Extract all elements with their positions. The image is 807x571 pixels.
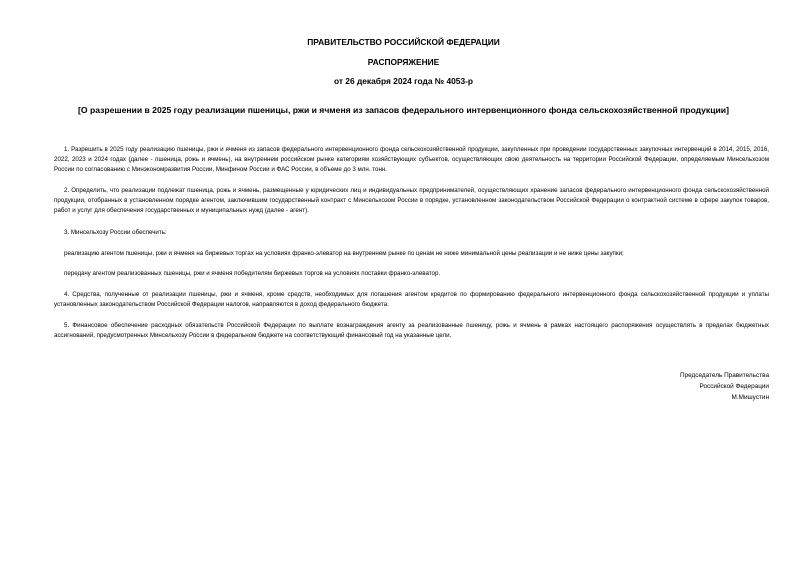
- signature-position: Председатель Правительства: [680, 372, 769, 379]
- paragraph-3-item-2: передачу агентом реализованных пшеницы, ржи и ячменя победителям биржевых торгов на условиях поставки франко-элеватор.: [64, 270, 441, 277]
- issuing-authority: ПРАВИТЕЛЬСТВО РОССИЙСКОЙ ФЕДЕРАЦИИ: [307, 37, 500, 47]
- paragraph-5: 5. Финансовое обеспечение расходных обязательств Российской Федерации по выплате вознаграждения агенту за реализованные пшеницу, рожь и ячмень в рамках настоящего распоряжения осуществлять в пределах бюджетных ассигнований, предусмотренных Минсельхозу России в федеральном бюджете на соответствующий финансовый год на указанные цели.: [54, 322, 769, 340]
- paragraph-3: 3. Минсельхозу России обеспечить:: [64, 229, 167, 236]
- document-title: [О разрешении в 2025 году реализации пшеницы, ржи и ячменя из запасов федерального интервенционного фонда сельскохозяйственной продукции]: [78, 105, 729, 115]
- paragraph-4: 4. Средства, полученные от реализации пшеницы, ржи и ячменя, кроме средств, необходимых для погашения агентом кредитов по формированию федерального интервенционного фонда сельскохозяйственной продукции и уплаты установленных законодательством Российской Федерации налогов, направляются в доход федерального бюджета.: [54, 291, 769, 309]
- paragraph-3-item-1: реализацию агентом пшеницы, ржи и ячменя на биржевых торгах на условиях франко-элеватор на внутреннем рынке по ценам не ниже минимальной цены реализации и не ниже цены закупки;: [64, 250, 624, 257]
- paragraph-2: 2. Определить, что реализации подлежат пшеница, рожь и ячмень, размещенные у юридических лиц и индивидуальных предпринимателей, осуществляющих хранение запасов федерального интервенционного фонда сельскохозяйственной продукции, отобранных в установленном порядке агентом, заключившим государственный контракт с Минсельхозом России в порядке, установленном законодательством Российской Федерации о контрактной системе в сфере закупок товаров, работ и услуг для обеспечения государственных и муниципальных нужд (далее - агент).: [54, 187, 769, 215]
- document-type: РАСПОРЯЖЕНИЕ: [367, 57, 440, 67]
- signature-name: М.Мишустин: [731, 394, 769, 401]
- signature-organization: Российской Федерации: [699, 383, 769, 390]
- document-date-number: от 26 декабря 2024 года № 4053-р: [333, 76, 474, 86]
- paragraph-1: 1. Разрешить в 2025 году реализацию пшеницы, ржи и ячменя из запасов федерального интервенционного фонда сельскохозяйственной продукции, закупленных при проведении государственных закупочных интервенций в 2014, 2015, 2016, 2022, 2023 и 2024 годах (далее - пшеница, рожь и ячмень), на внутреннем российском рынке категориям хозяйствующих субъектов, осуществляющих свою деятельность на территории Российской Федерации, определяемым Минсельхозом России по согласованию с Минэкономразвития России, Минфином России и ФАС России, в объеме до 3 млн. тонн.: [54, 146, 769, 174]
